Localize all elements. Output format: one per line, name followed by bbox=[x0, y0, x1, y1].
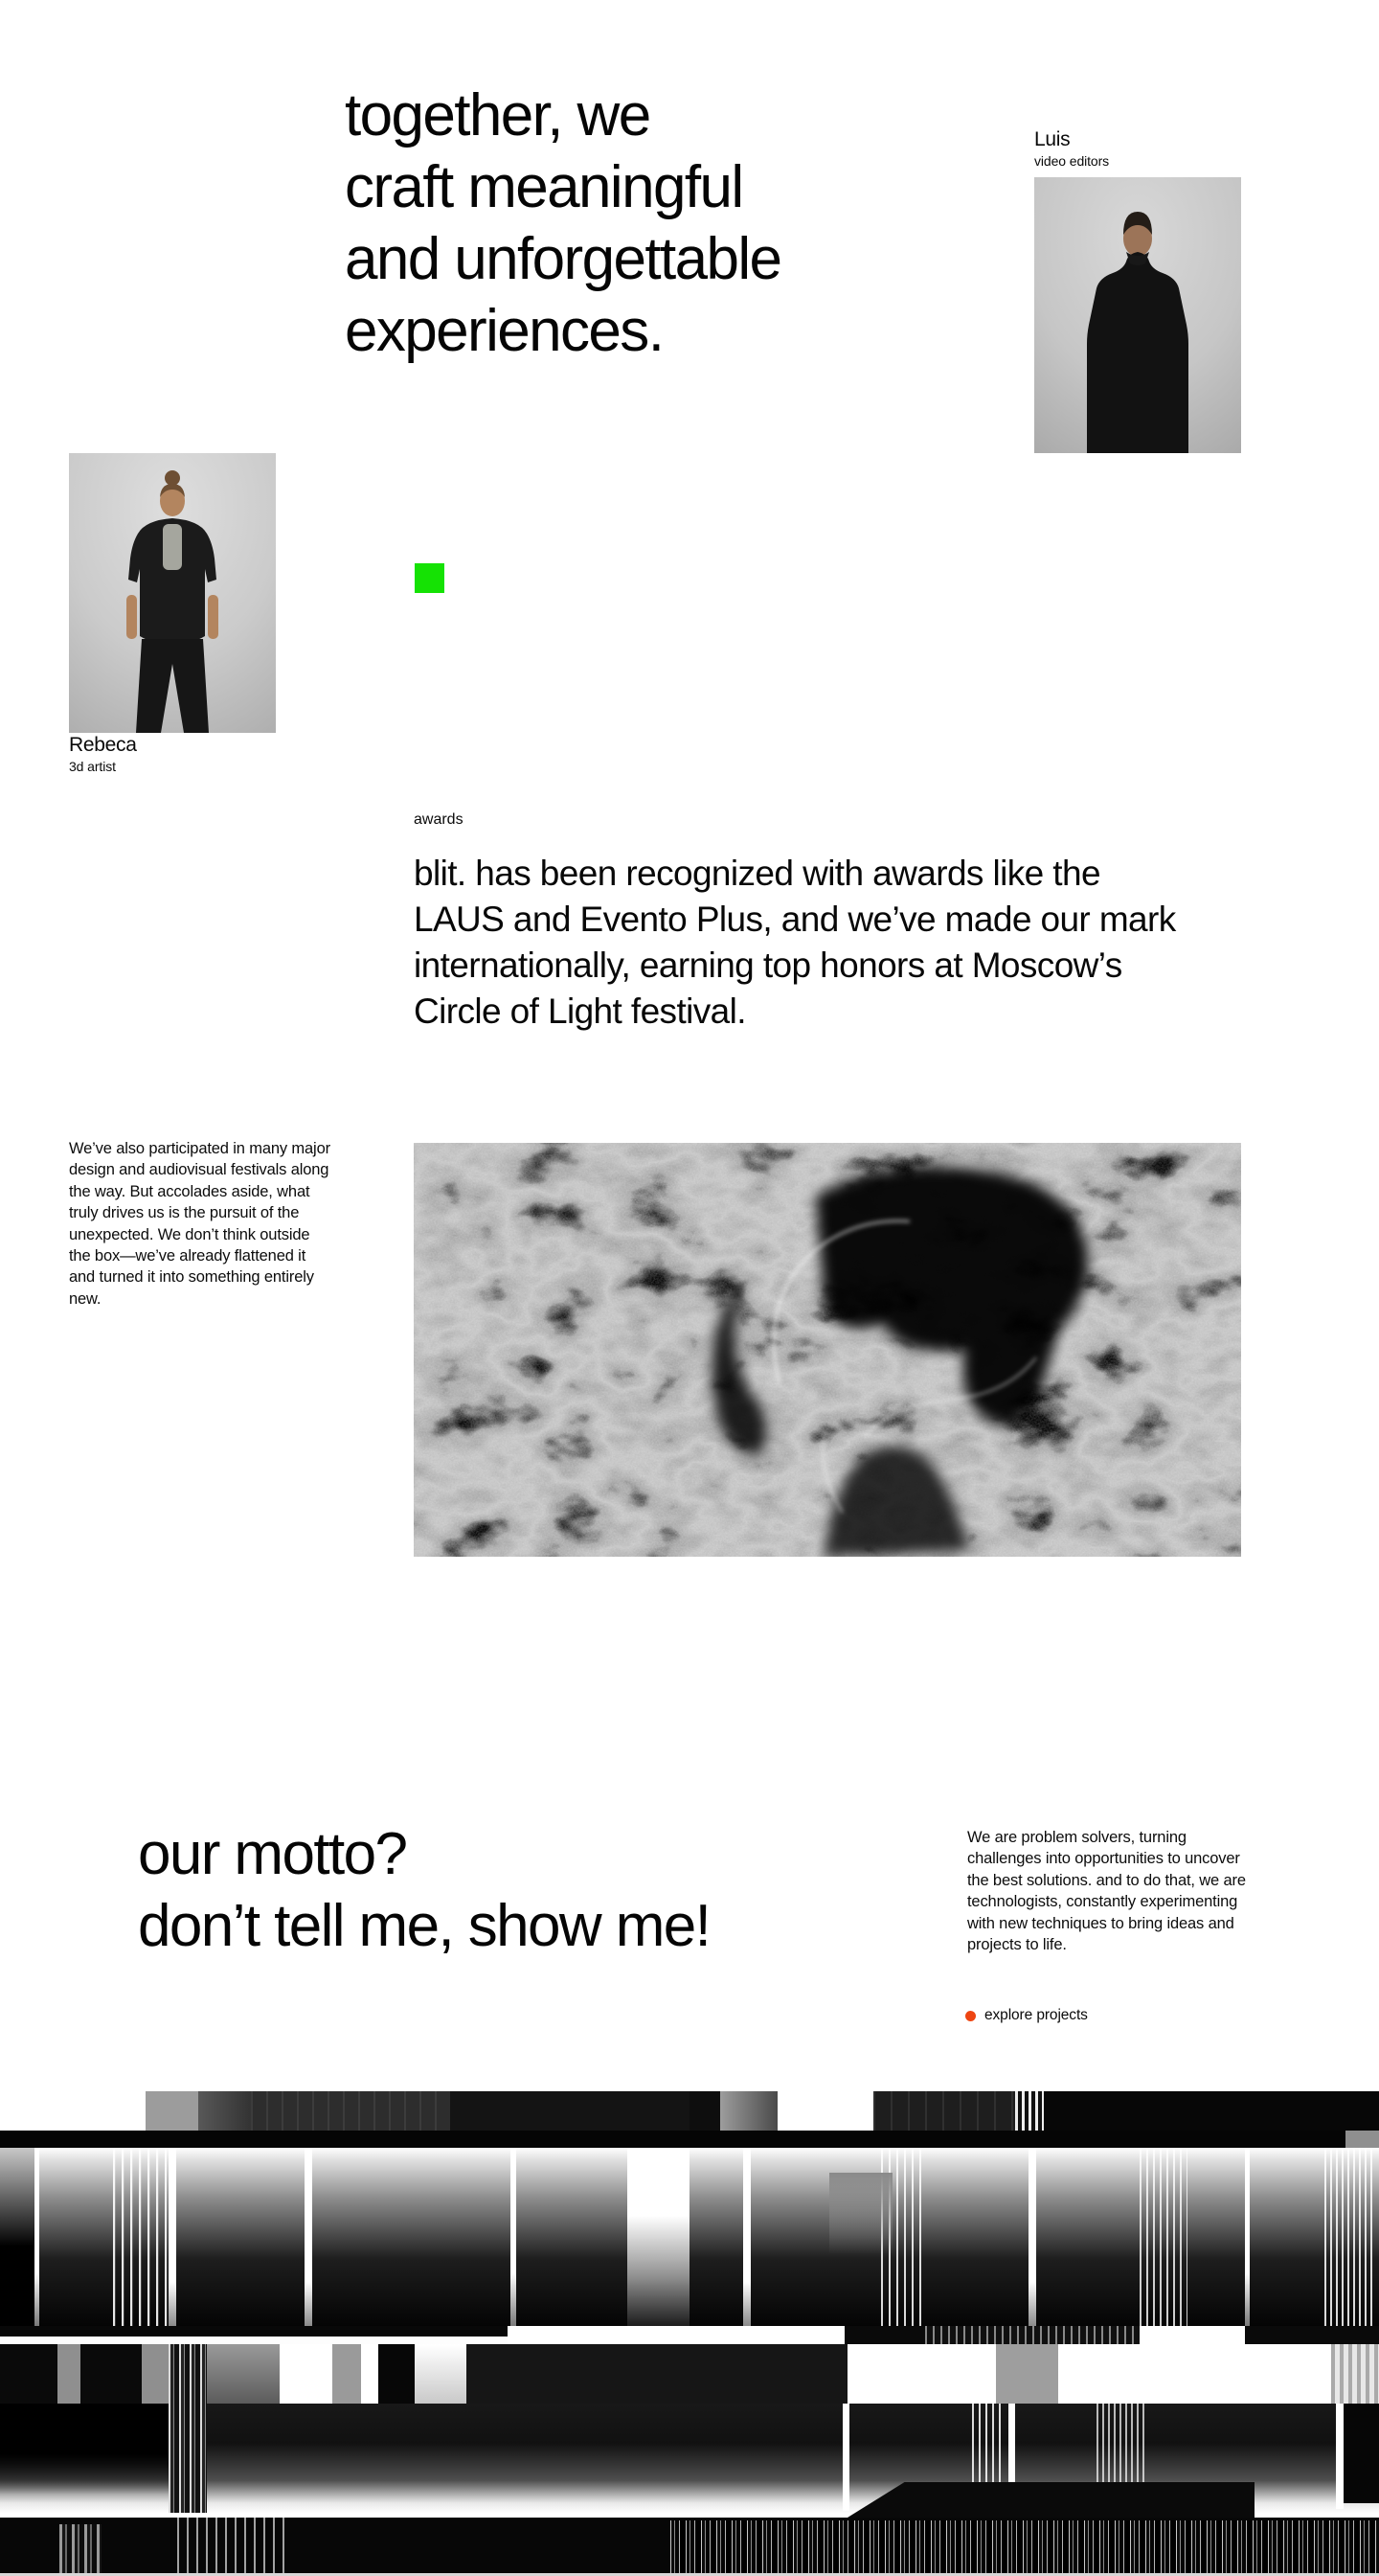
glitch-layer bbox=[1015, 2091, 1044, 2131]
glitch-layer bbox=[1029, 2148, 1036, 2327]
glitch-layer bbox=[829, 2173, 893, 2254]
glitch-layer bbox=[848, 2482, 1255, 2518]
glitch-layer bbox=[59, 2524, 102, 2574]
glitch-layer bbox=[466, 2344, 848, 2404]
glitch-layer bbox=[0, 2131, 1379, 2148]
glitch-layer bbox=[146, 2091, 198, 2131]
motto-line: don’t tell me, show me! bbox=[138, 1893, 711, 1959]
glitch-layer bbox=[627, 2148, 690, 2327]
glitch-layer bbox=[743, 2148, 751, 2327]
glitch-layer bbox=[1344, 2404, 1379, 2503]
glitch-layer bbox=[848, 2344, 1379, 2404]
glitch-layer bbox=[1140, 2326, 1245, 2344]
hero-line: craft meaningful bbox=[345, 154, 743, 220]
glitch-layer bbox=[1044, 2091, 1379, 2131]
glitch-layer bbox=[1331, 2344, 1379, 2404]
glitch-layer bbox=[0, 2404, 169, 2495]
glitch-layer bbox=[1245, 2148, 1250, 2327]
glitch-artwork bbox=[0, 2091, 1379, 2576]
member-photo-rebeca bbox=[69, 453, 276, 733]
smoke-artwork-image bbox=[414, 1143, 1241, 1557]
explore-projects-link[interactable] bbox=[965, 2007, 1088, 2024]
glitch-layer bbox=[169, 2148, 176, 2327]
glitch-layer bbox=[305, 2148, 312, 2327]
glitch-layer bbox=[0, 2326, 508, 2337]
glitch-layer bbox=[198, 2091, 251, 2131]
rebeca-portrait-graphic bbox=[69, 453, 276, 733]
glitch-layer bbox=[873, 2091, 1015, 2131]
glitch-layer bbox=[670, 2520, 1379, 2574]
glitch-layer bbox=[113, 2148, 169, 2327]
glitch-layer bbox=[925, 2326, 1140, 2344]
smoke-graphic bbox=[414, 1143, 1241, 1557]
glitch-layer bbox=[1324, 2148, 1374, 2327]
glitch-layer bbox=[1336, 2404, 1344, 2509]
glitch-layer bbox=[510, 2148, 516, 2327]
cta-label: explore projects bbox=[984, 2007, 1088, 2023]
member-photo-luis bbox=[1034, 177, 1241, 453]
green-square-accent bbox=[415, 563, 444, 593]
glitch-layer bbox=[1245, 2326, 1379, 2344]
glitch-layer bbox=[415, 2344, 466, 2404]
member-caption-rebeca bbox=[69, 733, 137, 775]
motto-heading bbox=[138, 1818, 710, 1962]
glitch-layer bbox=[845, 2326, 925, 2344]
member-caption-luis bbox=[1034, 127, 1109, 170]
glitch-layer bbox=[0, 2148, 34, 2327]
glitch-layer bbox=[34, 2148, 39, 2327]
glitch-layer bbox=[720, 2091, 778, 2131]
glitch-layer bbox=[996, 2344, 1058, 2404]
festivals-paragraph: We’ve also participated in many major design and audiovisual festivals along the way. But accolades aside, what truly drives us is the pursuit of the unexpected. We don’t think outside the box—we’ve already flattened it and turned it into something entirely new. bbox=[69, 1140, 330, 1308]
glitch-layer bbox=[843, 2404, 849, 2511]
glitch-layer bbox=[169, 2404, 207, 2513]
glitch-layer bbox=[251, 2091, 450, 2131]
glitch-layer bbox=[508, 2326, 845, 2344]
glitch-layer bbox=[57, 2344, 80, 2404]
hero-heading bbox=[345, 80, 780, 367]
member-role: video editors bbox=[1034, 153, 1110, 169]
hero-line: together, we bbox=[345, 82, 650, 148]
hero-line: and unforgettable bbox=[345, 226, 781, 292]
glitch-layer bbox=[332, 2344, 361, 2404]
motto-paragraph: We are problem solvers, turning challenges into opportunities to uncover the best solutions. and to do that, we are technologists, constantly experimenting with new techniques to bring ideas and projects to life. bbox=[967, 1829, 1246, 1954]
luis-portrait-graphic bbox=[1034, 177, 1241, 453]
motto-line: our motto? bbox=[138, 1821, 407, 1887]
cta-dot-icon bbox=[965, 2011, 976, 2021]
awards-label: awards bbox=[414, 811, 463, 828]
awards-paragraph: blit. has been recognized with awards like the LAUS and Evento Plus, and we’ve made our mark internationally, earning top honors at Moscow’s Circle of Light festival. bbox=[414, 854, 1176, 1031]
glitch-layer bbox=[177, 2518, 292, 2574]
member-role: 3d artist bbox=[69, 759, 116, 774]
glitch-layer bbox=[142, 2344, 169, 2404]
member-name: Luis bbox=[1034, 128, 1071, 150]
glitch-layer bbox=[0, 2337, 508, 2344]
member-name: Rebeca bbox=[69, 734, 137, 756]
glitch-layer bbox=[450, 2091, 690, 2131]
glitch-layer bbox=[690, 2091, 720, 2131]
hero-line: experiences. bbox=[345, 298, 664, 364]
glitch-layer bbox=[1140, 2148, 1187, 2327]
